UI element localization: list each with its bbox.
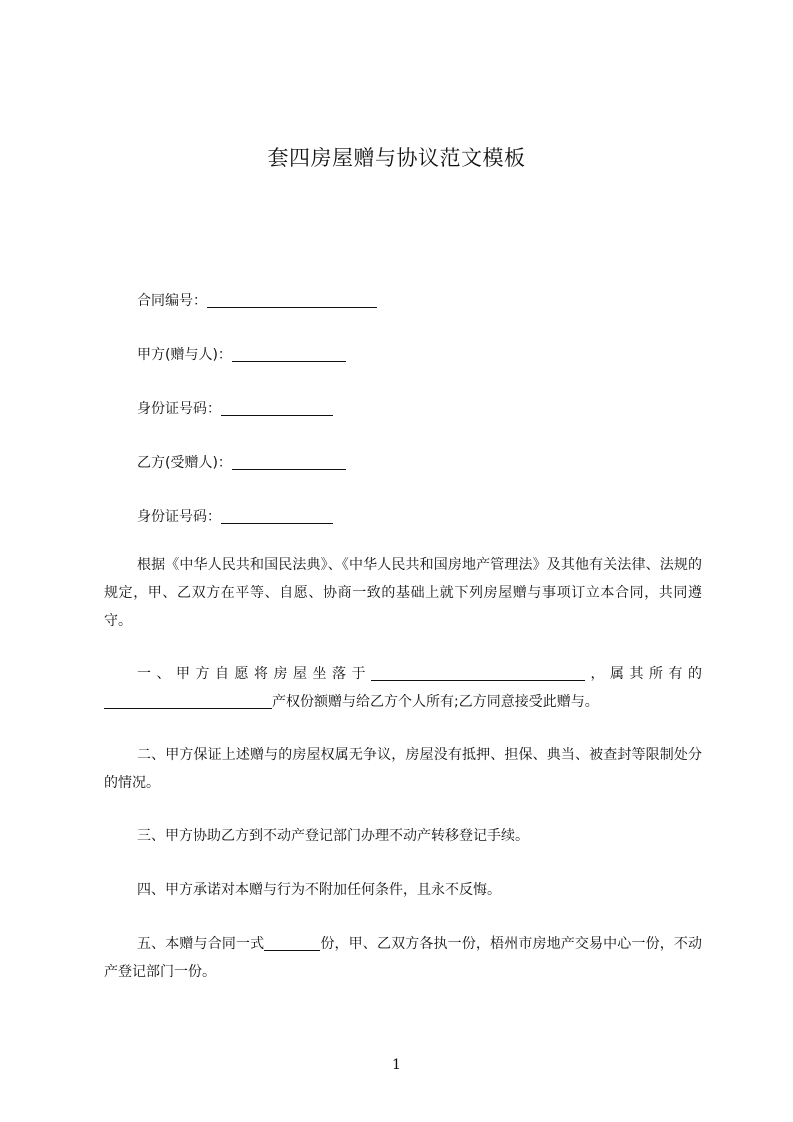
donor-field <box>137 344 346 364</box>
blank-line <box>207 293 377 308</box>
blank-line <box>232 347 346 362</box>
clause-1-part3: 产权份额赠与给乙方个人所有;乙方同意接受此赠与。 <box>272 694 599 710</box>
clause-5-part1: 五、本赠与合同一式 <box>137 936 265 952</box>
donor-id-field <box>137 398 333 418</box>
clause-1 <box>104 660 702 716</box>
blank-line <box>221 509 333 524</box>
contract-number-field <box>137 290 377 310</box>
page-number: 1 <box>392 1057 401 1073</box>
donee-field <box>137 452 346 472</box>
clause-5 <box>104 930 702 986</box>
field-label: 身份证号码： <box>137 401 221 417</box>
blank-line <box>371 666 585 681</box>
clause-5-part2: 份，甲、乙双方各执一份，梧州市房地产交易中心一份，不动产登记部门一份。 <box>104 936 702 980</box>
document-title: 套四房屋赠与协议范文模板 <box>267 146 526 170</box>
field-label: 甲方(赠与人)： <box>137 347 232 363</box>
clause-2 <box>104 741 702 797</box>
clause-1-part1: 一、甲方自愿将房屋坐落于 <box>137 666 371 682</box>
clause-1-text <box>104 660 702 716</box>
blank-line <box>104 694 272 709</box>
clause-4-text: 四、甲方承诺对本赠与行为不附加任何条件，且永不反悔。 <box>137 882 501 898</box>
field-label: 合同编号： <box>137 293 207 309</box>
clause-5-text <box>104 930 702 986</box>
clause-3 <box>104 822 702 850</box>
blank-line <box>264 936 320 951</box>
field-label: 身份证号码： <box>137 509 221 525</box>
preamble-paragraph <box>104 551 702 635</box>
clause-2-text: 二、甲方保证上述赠与的房屋权属无争议，房屋没有抵押、担保、典当、被查封等限制处分的情况。 <box>104 747 702 791</box>
preamble-text: 根据《中华人民共和国民法典》、《中华人民共和国房地产管理法》及其他有关法律、法规的规定，甲、乙双方在平等、自愿、协商一致的基础上就下列房屋赠与事项订立本合同，共同遵守。 <box>104 557 702 629</box>
field-label: 乙方(受赠人)： <box>137 455 232 471</box>
donee-id-field <box>137 506 333 526</box>
clause-4 <box>104 876 702 904</box>
blank-line <box>221 401 333 416</box>
blank-line <box>232 455 346 470</box>
clause-3-text: 三、甲方协助乙方到不动产登记部门办理不动产转移登记手续。 <box>137 828 529 844</box>
clause-1-part2: ，属其所有的 <box>585 666 702 682</box>
